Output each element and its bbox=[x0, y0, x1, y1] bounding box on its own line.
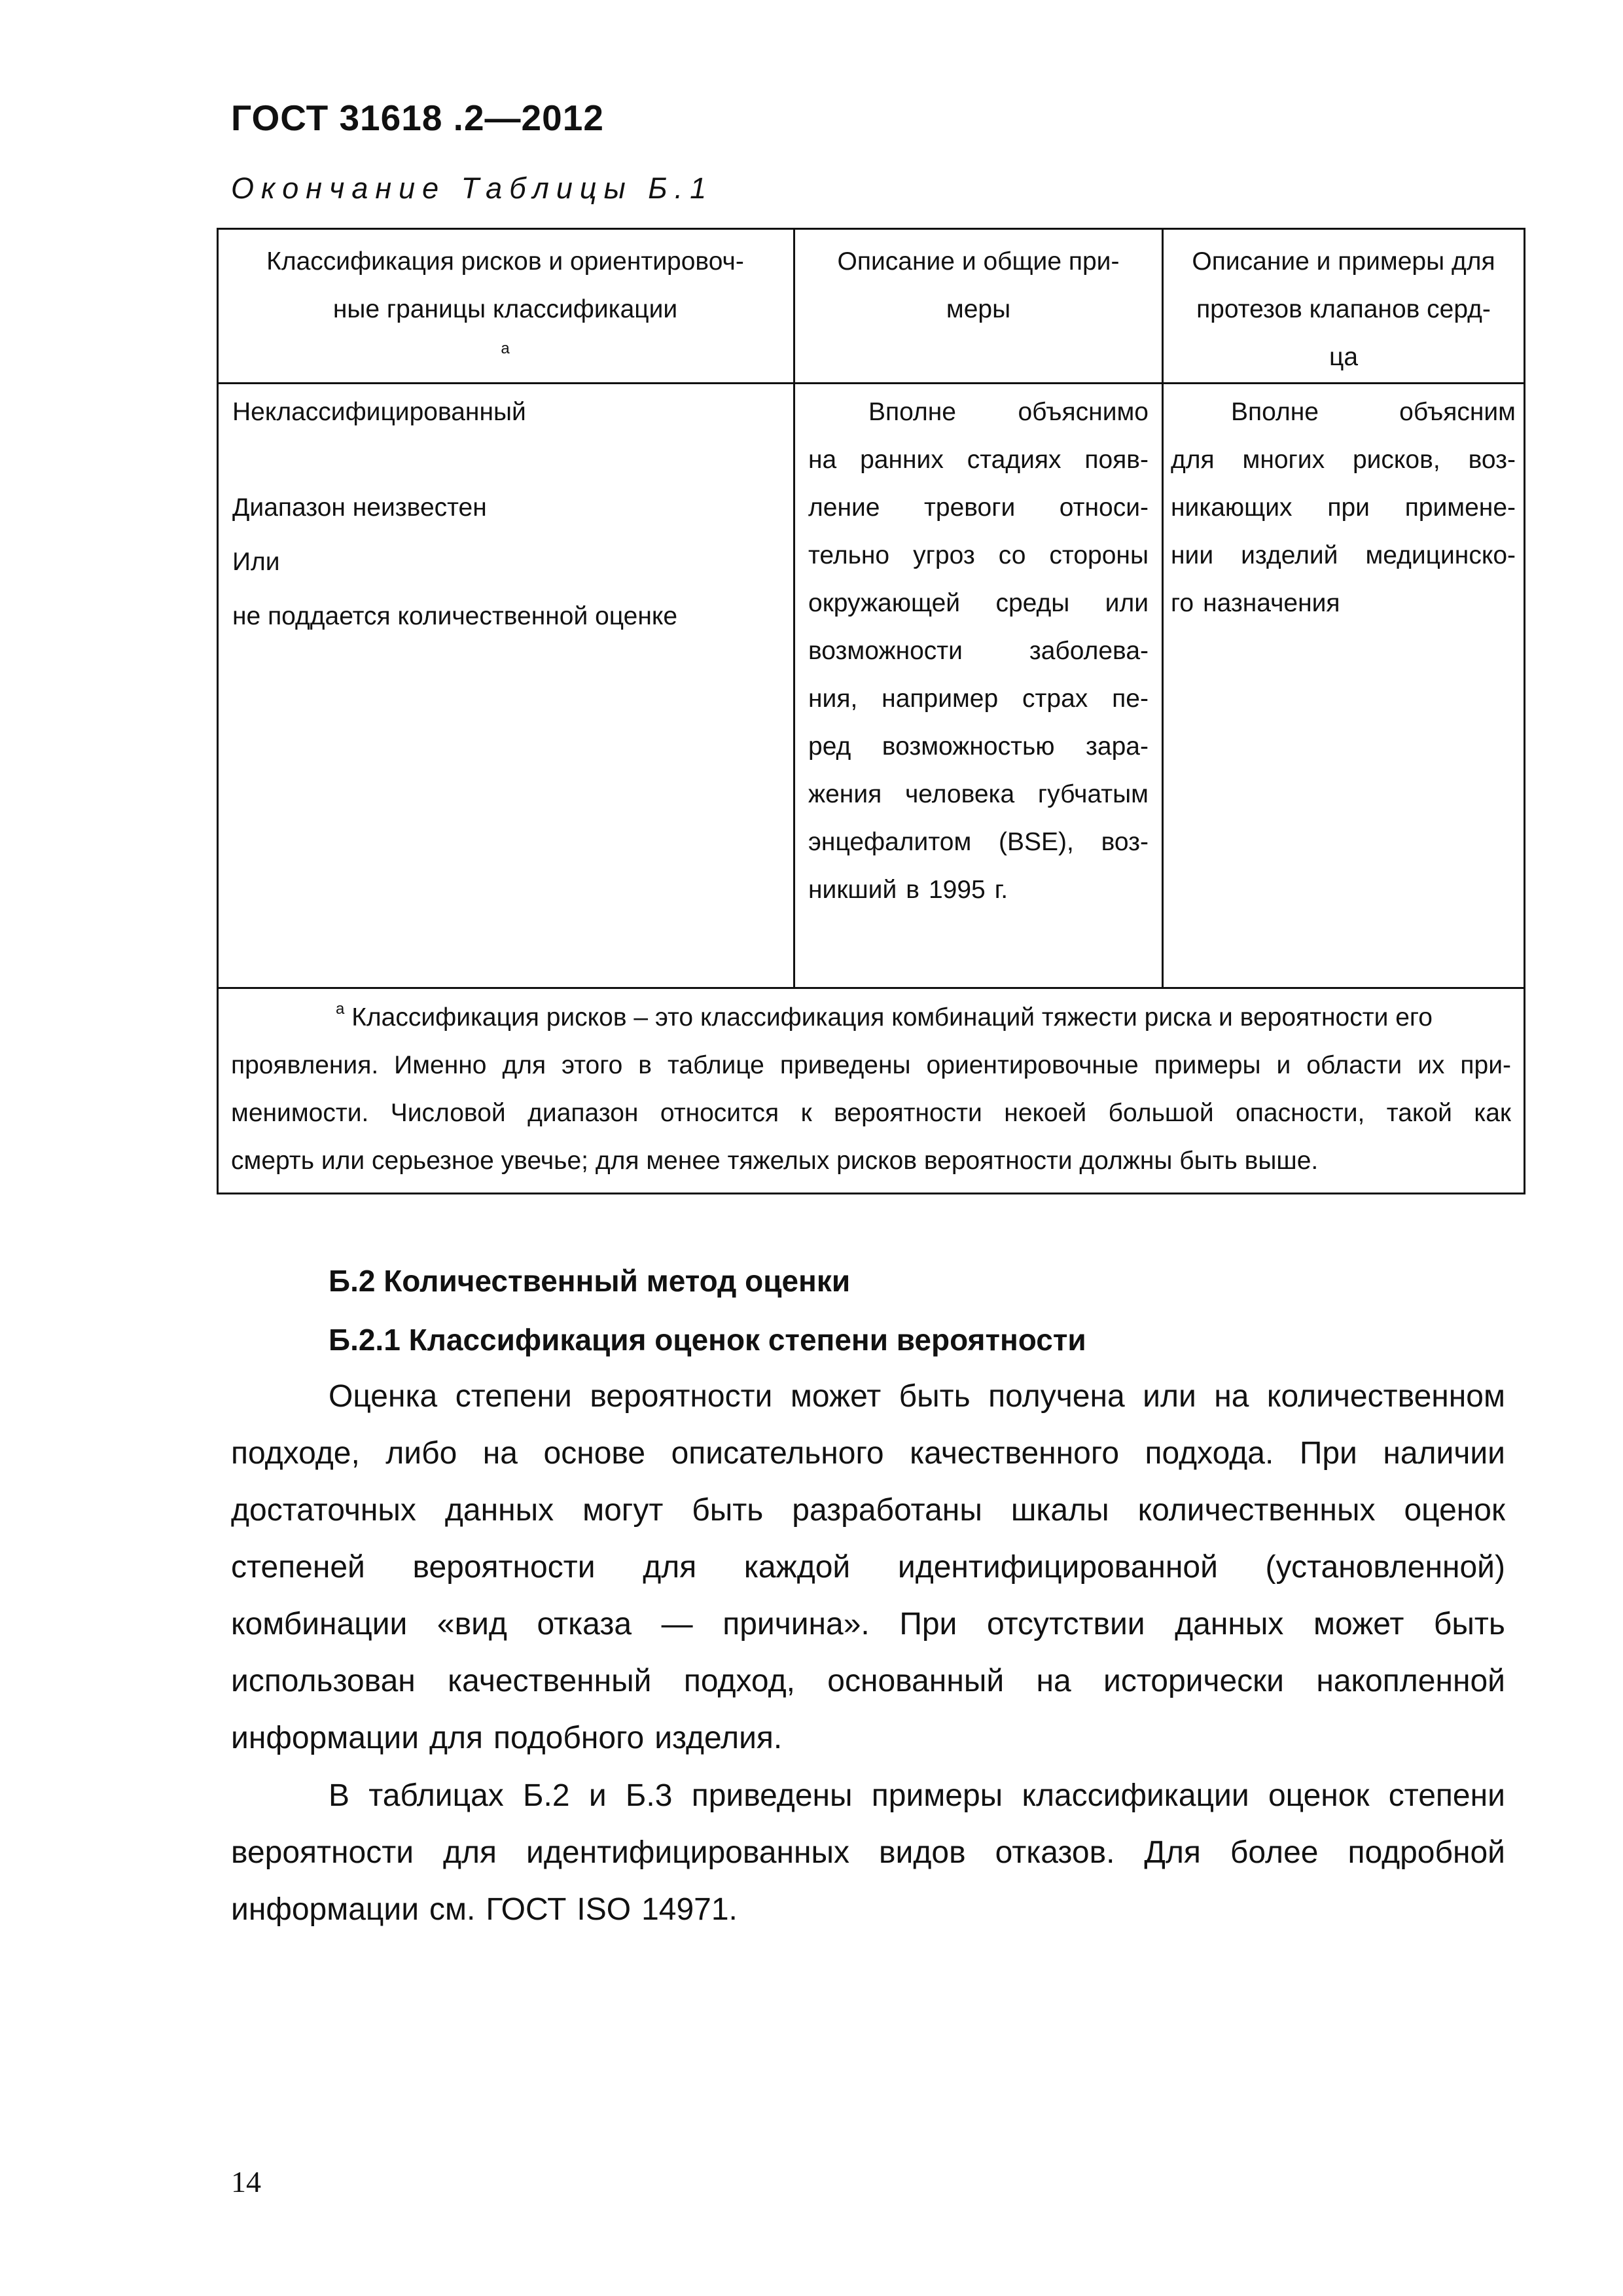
word: наличии bbox=[1383, 1436, 1505, 1471]
word: (установленной) bbox=[1265, 1550, 1505, 1585]
header-line: Классификация рисков и ориентировоч- bbox=[266, 247, 744, 276]
text-line bbox=[231, 1881, 1505, 1938]
word: никающих bbox=[1171, 493, 1293, 522]
word: использован bbox=[231, 1664, 416, 1698]
word: примеры bbox=[871, 1778, 1003, 1813]
word: для bbox=[643, 1550, 697, 1585]
word: Для bbox=[1144, 1835, 1201, 1870]
text-line bbox=[1171, 579, 1516, 627]
word: каждой bbox=[743, 1550, 851, 1585]
word: человека bbox=[904, 780, 1015, 808]
word: описательного bbox=[671, 1436, 884, 1471]
word: достаточных bbox=[231, 1493, 416, 1528]
word: В bbox=[329, 1778, 350, 1813]
word: данных bbox=[444, 1493, 554, 1528]
text-line bbox=[231, 1368, 1505, 1425]
word: объясним bbox=[1399, 398, 1516, 426]
word: видов bbox=[879, 1835, 966, 1870]
word: для bbox=[429, 1721, 484, 1755]
word: информации bbox=[231, 1892, 419, 1927]
word: ление bbox=[808, 493, 880, 522]
word: отказов. bbox=[995, 1835, 1115, 1870]
word: примене- bbox=[1404, 493, 1516, 522]
header-cell-general-description bbox=[795, 238, 1162, 333]
word: количественном bbox=[1266, 1379, 1505, 1414]
header-line: меры bbox=[946, 295, 1011, 323]
text-line bbox=[231, 1653, 1505, 1710]
word: быть bbox=[1433, 1607, 1505, 1641]
word: качественного bbox=[910, 1436, 1120, 1471]
paragraph-table-reference bbox=[231, 1767, 1505, 1938]
word: ISO bbox=[577, 1892, 632, 1927]
word: на bbox=[482, 1436, 518, 1471]
word: угроз bbox=[913, 541, 975, 569]
word: в bbox=[906, 876, 919, 904]
text-line bbox=[808, 484, 1149, 531]
subsection-heading: Б.2.1 Классификация оценок степени вероятности bbox=[329, 1323, 1086, 1357]
cell-general-description bbox=[808, 388, 1149, 914]
text-line bbox=[231, 1596, 1505, 1653]
text-line bbox=[1171, 436, 1516, 484]
word: губчатым bbox=[1037, 780, 1149, 808]
cell-valve-description bbox=[1171, 388, 1516, 627]
text-line bbox=[231, 1539, 1505, 1596]
word: или bbox=[1105, 589, 1149, 617]
word: г. bbox=[994, 876, 1008, 904]
text-line bbox=[231, 1425, 1505, 1482]
word: подробной bbox=[1347, 1835, 1505, 1870]
word: разработаны bbox=[792, 1493, 982, 1528]
header-line: Описание и общие при- bbox=[837, 247, 1120, 276]
word: на bbox=[1036, 1664, 1071, 1698]
text-line bbox=[808, 866, 1149, 914]
word: при bbox=[1327, 493, 1370, 522]
word: подхода. bbox=[1145, 1436, 1274, 1471]
word: ГОСТ bbox=[486, 1892, 567, 1927]
word: тельно bbox=[808, 541, 890, 569]
word: (BSE), bbox=[999, 828, 1074, 856]
word: исторически bbox=[1103, 1664, 1284, 1698]
text-line bbox=[231, 1482, 1505, 1539]
header-cell-classification bbox=[223, 238, 787, 381]
word: либо bbox=[385, 1436, 457, 1471]
word: жения bbox=[808, 780, 882, 808]
word: или bbox=[1143, 1379, 1196, 1414]
word: изделия. bbox=[654, 1721, 783, 1755]
word: приведены bbox=[691, 1778, 853, 1813]
header-line: ные границы классификации $^а$ bbox=[332, 295, 678, 357]
word: среды bbox=[995, 589, 1070, 617]
word: медицинско- bbox=[1365, 541, 1516, 569]
word: идентифицированной bbox=[897, 1550, 1218, 1585]
footnote-line: $^а$ Классификация рисков – это классификация комбинаций тяжести риска и вероятности его bbox=[336, 1000, 1433, 1031]
text-line bbox=[231, 1824, 1505, 1881]
section-heading: Б.2 Количественный метод оценки bbox=[329, 1264, 851, 1298]
text-line bbox=[808, 531, 1149, 579]
word: воз- bbox=[1468, 446, 1516, 474]
word: информации bbox=[231, 1721, 419, 1755]
footnote-line: смерть или серьезное увечье; для менее тяжелых рисков вероятности должны быть выше. bbox=[231, 1147, 1319, 1175]
word: вероятности bbox=[590, 1379, 773, 1414]
footnote-marker: а bbox=[336, 1000, 345, 1018]
text-line bbox=[231, 1767, 1505, 1824]
word: рисков, bbox=[1352, 446, 1440, 474]
word: оценок bbox=[1404, 1493, 1505, 1528]
word: подобного bbox=[493, 1721, 645, 1755]
text-line bbox=[231, 1710, 1505, 1767]
word: При bbox=[899, 1607, 957, 1641]
text-line bbox=[808, 675, 1149, 723]
word: получена bbox=[988, 1379, 1125, 1414]
header-divider bbox=[217, 382, 1525, 384]
text-line bbox=[1171, 531, 1516, 579]
cell-line: Диапазон неизвестен bbox=[232, 493, 487, 522]
word: шкалы bbox=[1010, 1493, 1109, 1528]
word: пе- bbox=[1112, 685, 1149, 713]
text-line bbox=[1171, 484, 1516, 531]
text-line bbox=[808, 436, 1149, 484]
word: могут bbox=[582, 1493, 664, 1528]
word: стороны bbox=[1049, 541, 1149, 569]
word: стадиях bbox=[967, 446, 1061, 474]
text-line bbox=[1171, 388, 1516, 436]
word: 14971. bbox=[641, 1892, 738, 1927]
table-caption: Окончание Таблицы Б.1 bbox=[231, 171, 714, 205]
word: для bbox=[443, 1835, 497, 1870]
word: При bbox=[1299, 1436, 1357, 1471]
word: возможности bbox=[808, 637, 963, 665]
text-line bbox=[808, 723, 1149, 770]
word: тревоги bbox=[924, 493, 1016, 522]
word: окружающей bbox=[808, 589, 961, 617]
word: оценок bbox=[1268, 1778, 1370, 1813]
word: накопленной bbox=[1316, 1664, 1505, 1698]
word: более bbox=[1230, 1835, 1319, 1870]
word: многих bbox=[1242, 446, 1325, 474]
word: заболева- bbox=[1029, 637, 1149, 665]
word: на bbox=[1214, 1379, 1249, 1414]
word: страх bbox=[1022, 685, 1088, 713]
word: ния, bbox=[808, 685, 858, 713]
word: Вполне bbox=[1231, 398, 1319, 426]
classification-table bbox=[217, 228, 1525, 1194]
word: вероятности bbox=[412, 1550, 596, 1585]
word: основе bbox=[543, 1436, 646, 1471]
word: появ- bbox=[1084, 446, 1149, 474]
footnote-marker: а bbox=[501, 340, 510, 357]
word: идентифицированных bbox=[526, 1835, 850, 1870]
column-divider-1 bbox=[793, 228, 795, 988]
word: быть bbox=[899, 1379, 971, 1414]
word: — bbox=[661, 1607, 693, 1641]
table-border-left bbox=[217, 228, 219, 1194]
word: Оценка bbox=[329, 1379, 438, 1414]
word: Б.3 bbox=[625, 1778, 673, 1813]
word: и bbox=[588, 1778, 607, 1813]
word: Вполне bbox=[868, 398, 956, 426]
table-border-bottom bbox=[217, 1193, 1525, 1194]
word: относи- bbox=[1059, 493, 1149, 522]
word: отсутствии bbox=[986, 1607, 1145, 1641]
word: таблицах bbox=[368, 1778, 504, 1813]
cell-classification bbox=[232, 388, 782, 640]
word: вероятности bbox=[231, 1835, 414, 1870]
word: 1995 bbox=[928, 876, 986, 904]
word: изделий bbox=[1241, 541, 1338, 569]
word: воз- bbox=[1101, 828, 1149, 856]
word: степени bbox=[455, 1379, 572, 1414]
text-line bbox=[808, 627, 1149, 675]
header-cell-valve-description bbox=[1164, 238, 1524, 381]
cell-line: Или bbox=[232, 548, 280, 576]
word: основанный bbox=[827, 1664, 1005, 1698]
word: подход, bbox=[683, 1664, 795, 1698]
document-code: ГОСТ 31618 .2—2012 bbox=[231, 98, 604, 138]
word: степени bbox=[1388, 1778, 1505, 1813]
table-footnote bbox=[231, 994, 1511, 1185]
word: быть bbox=[692, 1493, 764, 1528]
word: возможностью bbox=[882, 732, 1055, 761]
text-line bbox=[808, 579, 1149, 627]
word: «вид bbox=[437, 1607, 507, 1641]
word: может bbox=[790, 1379, 882, 1414]
word: нии bbox=[1171, 541, 1214, 569]
cell-line: Неклассифицированный bbox=[232, 398, 526, 426]
word: например bbox=[882, 685, 999, 713]
text-line bbox=[808, 818, 1149, 866]
word: количественных bbox=[1137, 1493, 1376, 1528]
paragraph-probability-assessment bbox=[231, 1368, 1505, 1767]
cell-line: не поддается количественной оценке bbox=[232, 602, 678, 630]
text-line bbox=[808, 770, 1149, 818]
word: отказа bbox=[537, 1607, 632, 1641]
word: ред bbox=[808, 732, 851, 761]
header-line: Описание и примеры для bbox=[1192, 247, 1495, 276]
word: на bbox=[808, 446, 837, 474]
word: для bbox=[1171, 446, 1215, 474]
footnote-divider bbox=[217, 987, 1525, 989]
table-border-top bbox=[217, 228, 1525, 230]
text-line bbox=[808, 388, 1149, 436]
word: энцефалитом bbox=[808, 828, 972, 856]
footnote-line: менимости. Числовой диапазон относится к вероятности некоей большой опасности, такой как bbox=[231, 1099, 1511, 1127]
word: Б.2 bbox=[523, 1778, 570, 1813]
word: ранних bbox=[860, 446, 944, 474]
word: назначения bbox=[1203, 589, 1340, 617]
word: го bbox=[1171, 589, 1194, 617]
word: качественный bbox=[448, 1664, 652, 1698]
word: см. bbox=[429, 1892, 476, 1927]
word: никший bbox=[808, 876, 897, 904]
page-number: 14 bbox=[231, 2165, 261, 2198]
word: данных bbox=[1175, 1607, 1284, 1641]
word: подходе, bbox=[231, 1436, 360, 1471]
footnote-line: проявления. Именно для этого в таблице приведены ориентировочные примеры и области их при- bbox=[231, 1051, 1511, 1079]
word: степеней bbox=[231, 1550, 365, 1585]
word: объяснимо bbox=[1018, 398, 1149, 426]
header-line: протезов клапанов серд- bbox=[1196, 295, 1491, 323]
word: причина». bbox=[722, 1607, 870, 1641]
word: со bbox=[998, 541, 1026, 569]
word: зара- bbox=[1086, 732, 1149, 761]
word: может bbox=[1313, 1607, 1404, 1641]
word: комбинации bbox=[231, 1607, 408, 1641]
table-border-right bbox=[1524, 228, 1525, 1194]
header-line: ца bbox=[1329, 343, 1359, 371]
word: классификации bbox=[1022, 1778, 1249, 1813]
